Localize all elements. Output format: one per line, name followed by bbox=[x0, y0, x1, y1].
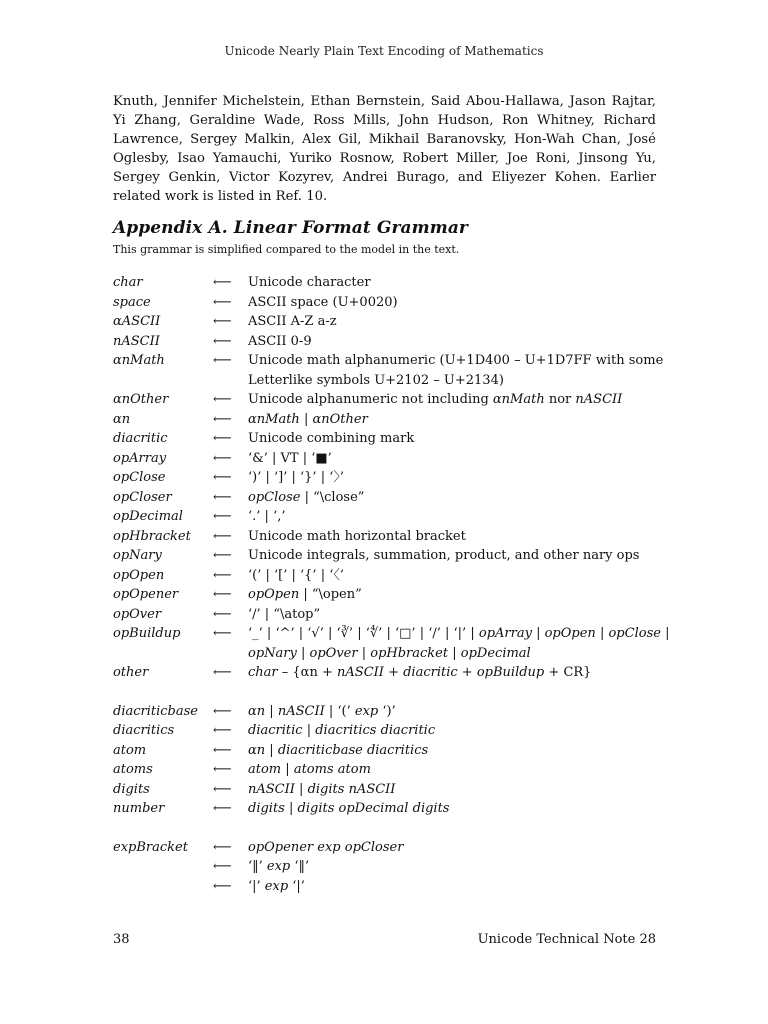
grammar-rule bbox=[113, 585, 673, 605]
grammar-rule bbox=[113, 488, 673, 508]
rule-definition: ASCII space (U+0020) bbox=[248, 294, 398, 310]
derives-arrow-icon: ⟵ bbox=[213, 548, 232, 563]
derives-arrow-icon: ⟵ bbox=[213, 314, 232, 329]
grammar-rule bbox=[113, 741, 673, 761]
running-header: Unicode Nearly Plain Text Encoding of Mathematics bbox=[224, 44, 544, 58]
rule-nonterminal: αASCII bbox=[113, 314, 161, 329]
grammar-rule bbox=[113, 390, 673, 410]
grammar-rule bbox=[113, 429, 673, 449]
grammar-rule bbox=[113, 371, 673, 391]
derives-arrow-icon: ⟵ bbox=[213, 626, 232, 641]
grammar-rule bbox=[113, 721, 673, 741]
grammar-rule bbox=[113, 527, 673, 547]
derives-arrow-icon: ⟵ bbox=[213, 333, 232, 349]
derives-arrow-icon: ⟵ bbox=[213, 606, 232, 622]
derives-arrow-icon: ⟵ bbox=[213, 742, 232, 758]
rule-definition: ‘&’ | VT | ‘■’ bbox=[248, 450, 332, 466]
rule-definition: Unicode math horizontal bracket bbox=[248, 528, 466, 544]
derives-arrow-icon: ⟵ bbox=[213, 509, 232, 524]
rule-nonterminal: expBracket bbox=[113, 839, 188, 855]
rule-definition: ‘)’ | ‘]’ | ‘}’ | ‘〉’ bbox=[248, 470, 345, 485]
rule-definition: Unicode math alphanumeric (U+1D400 – U+1D7FF with some bbox=[248, 353, 664, 368]
rule-nonterminal: αnOther bbox=[113, 392, 169, 407]
derives-arrow-icon: ⟵ bbox=[213, 839, 232, 855]
rule-nonterminal: opHbracket bbox=[113, 528, 191, 544]
rule-nonterminal: space bbox=[113, 294, 151, 310]
acknowledgments-paragraph: Knuth, Jennifer Michelstein, Ethan Bernstein, Said Abou-Hallawa, Jason Rajtar, Yi Zhang, Geraldine Wade, Ross Mills, John Hudson, Ron Whitney, Richard Lawrence, Sergey Malkin, Alex Gil, Mikhail Baranovsky, Hon-Wah Chan, José Oglesby, Isao Yamauchi, Yuriko Rosnow, Robert Miller, Joe Roni, Jinsong Yu, Sergey Genkin, Victor Kozyrev, Andrei Burago, and Eliyezer Kohen. Earlier related work is listed in Ref. 10. bbox=[113, 94, 656, 204]
rule-nonterminal: diacritic bbox=[113, 431, 168, 446]
derives-arrow-icon: ⟵ bbox=[213, 587, 232, 602]
rule-definition: nASCII | digits nASCII bbox=[248, 781, 396, 797]
rule-nonterminal: opDecimal bbox=[113, 509, 183, 524]
derives-arrow-icon: ⟵ bbox=[213, 489, 232, 505]
page-number: 38 bbox=[113, 932, 130, 947]
rule-nonterminal: atom bbox=[113, 742, 147, 758]
rule-definition: Unicode alphanumeric not including αnMath nor nASCII bbox=[248, 392, 623, 407]
rule-nonterminal: opCloser bbox=[113, 489, 172, 505]
grammar-spacer bbox=[113, 683, 673, 702]
grammar-rule bbox=[113, 410, 673, 430]
rule-nonterminal: char bbox=[113, 275, 143, 290]
rule-definition: ‘_’ | ‘^’ | ‘√’ | ‘∛’ | ‘∜’ | ‘□’ | ‘/’ | ‘|’ | opArray | opOpen | opClose | bbox=[248, 626, 670, 641]
appendix-title: Appendix A. Linear Format Grammar bbox=[113, 218, 468, 238]
rule-definition: atom | atoms atom bbox=[248, 762, 371, 777]
derives-arrow-icon: ⟵ bbox=[213, 878, 232, 894]
grammar-rule bbox=[113, 312, 673, 332]
grammar-spacer bbox=[113, 819, 673, 838]
derives-arrow-icon: ⟵ bbox=[213, 470, 232, 485]
derives-arrow-icon: ⟵ bbox=[213, 567, 232, 583]
rule-definition: opClose | “\close” bbox=[248, 489, 365, 505]
rule-definition: Unicode integrals, summation, product, and other nary ops bbox=[248, 548, 640, 563]
derives-arrow-icon: ⟵ bbox=[213, 450, 232, 466]
footer-note: Unicode Technical Note 28 bbox=[477, 932, 656, 947]
rule-nonterminal: opOpener bbox=[113, 587, 179, 602]
rule-definition: opNary | opOver | opHbracket | opDecimal bbox=[248, 645, 531, 661]
rule-definition: ASCII A-Z a-z bbox=[248, 314, 337, 329]
rule-definition: αnMath | αnOther bbox=[248, 411, 368, 427]
derives-arrow-icon: ⟵ bbox=[213, 294, 232, 310]
rule-definition: Letterlike symbols U+2102 – U+2134) bbox=[248, 372, 504, 388]
rule-nonterminal: other bbox=[113, 665, 149, 680]
derives-arrow-icon: ⟵ bbox=[213, 431, 232, 446]
derives-arrow-icon: ⟵ bbox=[213, 665, 232, 680]
derives-arrow-icon: ⟵ bbox=[213, 528, 232, 544]
rule-nonterminal: diacriticbase bbox=[113, 703, 198, 719]
rule-definition: Unicode combining mark bbox=[248, 431, 415, 446]
grammar-rule bbox=[113, 624, 673, 644]
rule-nonterminal: opClose bbox=[113, 470, 166, 485]
rule-nonterminal: opOver bbox=[113, 606, 162, 622]
rule-definition: digits | digits opDecimal digits bbox=[248, 801, 450, 816]
rule-definition: ‘‖’ exp ‘‖’ bbox=[248, 859, 310, 874]
rule-definition: ‘(’ | ‘[’ | ‘{’ | ‘〈’ bbox=[248, 567, 345, 583]
rule-nonterminal: diacritics bbox=[113, 723, 175, 738]
derives-arrow-icon: ⟵ bbox=[213, 781, 232, 797]
appendix-subtitle: This grammar is simplified compared to the model in the text. bbox=[113, 243, 460, 256]
rule-definition: αn | diacriticbase diacritics bbox=[248, 742, 429, 758]
grammar-rule bbox=[113, 799, 673, 819]
rule-nonterminal: atoms bbox=[113, 762, 153, 777]
grammar-rule bbox=[113, 273, 673, 293]
rule-nonterminal: opNary bbox=[113, 548, 162, 563]
grammar-rule bbox=[113, 760, 673, 780]
grammar-rule bbox=[113, 644, 673, 664]
grammar-rule bbox=[113, 507, 673, 527]
grammar-table bbox=[113, 273, 673, 896]
grammar-rule bbox=[113, 332, 673, 352]
rule-definition: Unicode character bbox=[248, 275, 371, 290]
derives-arrow-icon: ⟵ bbox=[213, 801, 232, 816]
derives-arrow-icon: ⟵ bbox=[213, 762, 232, 777]
derives-arrow-icon: ⟵ bbox=[213, 859, 232, 874]
grammar-rule bbox=[113, 351, 673, 371]
derives-arrow-icon: ⟵ bbox=[213, 392, 232, 407]
grammar-rule bbox=[113, 780, 673, 800]
grammar-rule bbox=[113, 449, 673, 469]
grammar-rule bbox=[113, 293, 673, 313]
derives-arrow-icon: ⟵ bbox=[213, 353, 232, 368]
rule-nonterminal: αnMath bbox=[113, 353, 165, 368]
rule-nonterminal: opBuildup bbox=[113, 626, 181, 641]
rule-definition: diacritic | diacritics diacritic bbox=[248, 723, 436, 738]
derives-arrow-icon: ⟵ bbox=[213, 275, 232, 290]
rule-definition: opOpener exp opCloser bbox=[248, 839, 404, 855]
derives-arrow-icon: ⟵ bbox=[213, 703, 232, 719]
grammar-rule bbox=[113, 468, 673, 488]
rule-definition: ASCII 0-9 bbox=[248, 333, 312, 349]
rule-nonterminal: number bbox=[113, 801, 165, 816]
grammar-rule bbox=[113, 546, 673, 566]
rule-definition: ‘/’ | “\atop” bbox=[248, 606, 321, 622]
grammar-rule bbox=[113, 877, 673, 897]
rule-definition: ‘|’ exp ‘|’ bbox=[248, 878, 305, 894]
rule-nonterminal: αn bbox=[113, 411, 131, 427]
rule-definition: opOpen | “\open” bbox=[248, 587, 362, 602]
grammar-rule bbox=[113, 857, 673, 877]
rule-definition: ‘.’ | ‘,’ bbox=[248, 509, 286, 524]
grammar-rule bbox=[113, 566, 673, 586]
rule-nonterminal: digits bbox=[113, 781, 150, 797]
rule-definition: αn | nASCII | ‘(’ exp ‘)’ bbox=[248, 703, 396, 719]
rule-nonterminal: nASCII bbox=[113, 333, 160, 349]
rule-definition: char – {αn + nASCII + diacritic + opBuildup + CR} bbox=[248, 665, 592, 680]
grammar-rule bbox=[113, 838, 673, 858]
derives-arrow-icon: ⟵ bbox=[213, 411, 232, 427]
grammar-rule bbox=[113, 702, 673, 722]
grammar-rule bbox=[113, 605, 673, 625]
rule-nonterminal: opArray bbox=[113, 450, 167, 466]
derives-arrow-icon: ⟵ bbox=[213, 723, 232, 738]
rule-nonterminal: opOpen bbox=[113, 567, 165, 583]
grammar-rule bbox=[113, 663, 673, 683]
